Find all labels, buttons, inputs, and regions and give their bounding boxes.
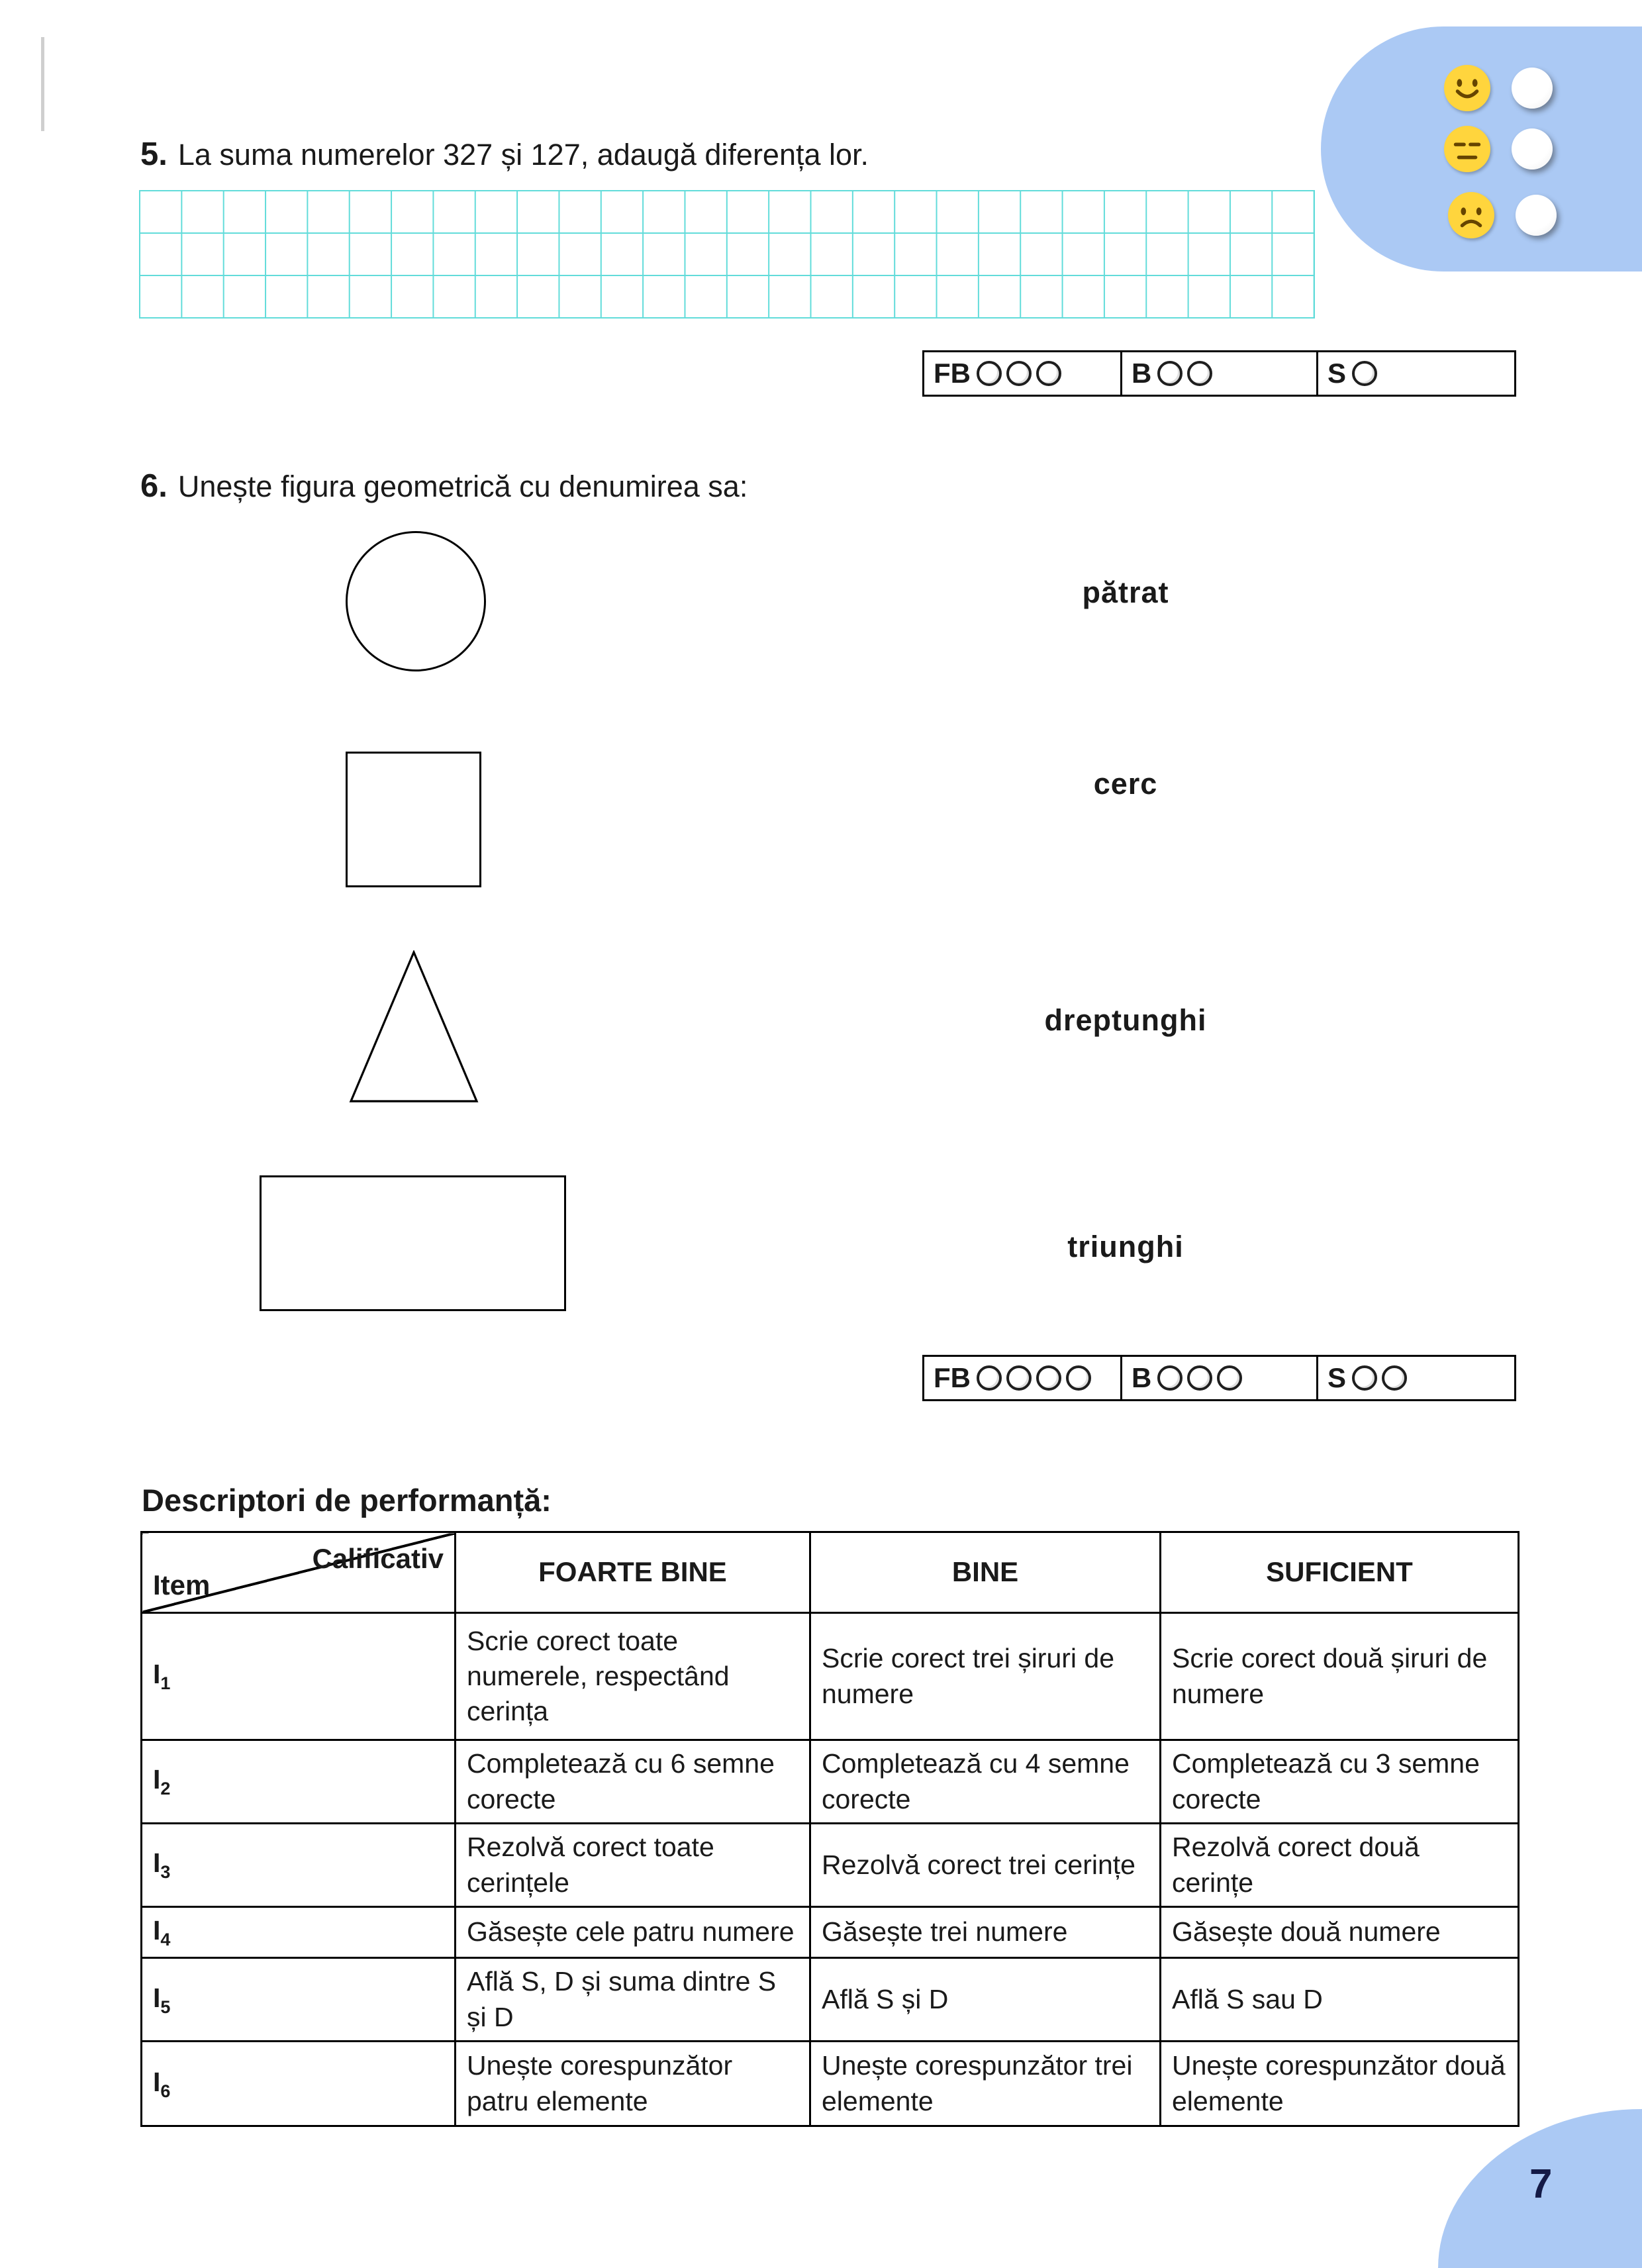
score-circle	[977, 361, 1002, 386]
score-box-item5	[922, 350, 1516, 397]
rectangle-shape	[260, 1175, 566, 1311]
score-circle	[1187, 1365, 1212, 1391]
column-header-foarte-bine: FOARTE BINE	[456, 1532, 810, 1613]
match-label-patrat: pătrat	[1082, 575, 1169, 609]
cell-suficient: Scrie corect două șiruri de numere	[1161, 1613, 1519, 1740]
assessment-row-sad	[1448, 192, 1557, 238]
score-cell-s	[1316, 1357, 1514, 1399]
score-box-item6	[922, 1355, 1516, 1401]
score-circles-fb	[977, 1365, 1091, 1391]
cell-suficient: Află S sau D	[1161, 1958, 1519, 2042]
scan-artifact-line	[41, 37, 44, 131]
corner-label-item: Item	[153, 1569, 211, 1601]
neutral-face-icon	[1444, 126, 1490, 172]
table-row	[142, 1824, 1519, 1907]
cell-suficient: Completează cu 3 semne corecte	[1161, 1740, 1519, 1824]
score-circles-b	[1157, 361, 1212, 386]
square-shape	[346, 752, 481, 887]
score-circle	[1157, 1365, 1183, 1391]
cell-foarte-bine: Află S, D și suma dintre S și D	[456, 1958, 810, 2042]
answer-circle	[1512, 68, 1553, 109]
score-label-s: S	[1328, 1362, 1347, 1393]
score-circle	[977, 1365, 1002, 1391]
triangle-shape	[349, 950, 479, 1103]
item-label: $I_2$	[142, 1740, 456, 1824]
score-circles-b	[1157, 1365, 1242, 1391]
cell-suficient: Unește corespunzător două elemente	[1161, 2042, 1519, 2126]
table-row	[142, 1907, 1519, 1958]
score-circle	[1187, 361, 1212, 386]
self-assessment-panel	[1321, 26, 1642, 271]
question-5-number: 5.	[140, 136, 168, 172]
sad-face-icon	[1448, 192, 1494, 238]
table-row	[142, 1958, 1519, 2042]
score-circle	[1006, 1365, 1032, 1391]
column-header-bine: BINE	[810, 1532, 1161, 1613]
score-circles-fb	[977, 361, 1061, 386]
cell-foarte-bine: Rezolvă corect toate cerințele	[456, 1824, 810, 1907]
score-circle	[1157, 361, 1183, 386]
corner-label-calificativ: Calificativ	[312, 1543, 444, 1574]
score-label-s: S	[1328, 358, 1347, 389]
match-label-dreptunghi: dreptunghi	[1044, 1003, 1207, 1037]
question-6-number: 6.	[140, 468, 168, 504]
score-circle	[1352, 1365, 1377, 1391]
question-5-prompt: La suma numerelor 327 și 127, adaugă diferența lor.	[177, 138, 869, 172]
page-number-blob	[1438, 2109, 1642, 2268]
writing-grid	[139, 190, 1315, 319]
score-cell-s	[1316, 352, 1514, 395]
descriptors-heading: Descriptori de performanță:	[142, 1483, 552, 1518]
cell-bine: Scrie corect trei șiruri de numere	[810, 1613, 1161, 1740]
cell-foarte-bine: Găsește cele patru numere	[456, 1907, 810, 1958]
score-circle	[1036, 361, 1061, 386]
page-number: 7	[1529, 2161, 1553, 2207]
score-label-fb: FB	[934, 358, 971, 389]
cell-bine: Rezolvă corect trei cerințe	[810, 1824, 1161, 1907]
match-label-triunghi: triunghi	[1067, 1230, 1184, 1263]
assessment-row-happy	[1444, 65, 1553, 111]
question-6-header	[140, 468, 748, 505]
table-row	[142, 1613, 1519, 1740]
score-cell-fb	[924, 1357, 1120, 1399]
cell-foarte-bine: Unește corespunzător patru elemente	[456, 2042, 810, 2126]
item-label: $I_6$	[142, 2042, 456, 2126]
score-cell-b	[1120, 1357, 1316, 1399]
score-circles-s	[1352, 1365, 1407, 1391]
score-label-b: B	[1132, 1362, 1152, 1393]
table-row	[142, 1740, 1519, 1824]
question-6-prompt: Unește figura geometrică cu denumirea sa:	[177, 469, 748, 503]
item-label: $I_5$	[142, 1958, 456, 2042]
corner-header-cell	[142, 1532, 456, 1613]
cell-suficient: Rezolvă corect două cerințe	[1161, 1824, 1519, 1907]
assessment-row-neutral	[1444, 126, 1553, 172]
score-circle	[1036, 1365, 1061, 1391]
score-cell-fb	[924, 352, 1120, 395]
circle-shape	[346, 531, 486, 671]
score-circles-s	[1352, 361, 1377, 386]
question-5-header	[140, 136, 869, 173]
cell-bine: Află S și D	[810, 1958, 1161, 2042]
cell-suficient: Găsește două numere	[1161, 1907, 1519, 1958]
item-label: $I_3$	[142, 1824, 456, 1907]
cell-bine: Completează cu 4 semne corecte	[810, 1740, 1161, 1824]
score-label-b: B	[1132, 358, 1152, 389]
score-circle	[1382, 1365, 1407, 1391]
table-row	[142, 2042, 1519, 2126]
cell-foarte-bine: Scrie corect toate numerele, respectând cerința	[456, 1613, 810, 1740]
answer-circle	[1512, 128, 1553, 170]
cell-foarte-bine: Completează cu 6 semne corecte	[456, 1740, 810, 1824]
score-cell-b	[1120, 352, 1316, 395]
score-circle	[1352, 361, 1377, 386]
score-label-fb: FB	[934, 1362, 971, 1393]
answer-circle	[1516, 195, 1557, 236]
score-circle	[1217, 1365, 1242, 1391]
descriptors-table	[140, 1531, 1520, 2127]
item-label: $I_1$	[142, 1613, 456, 1740]
table-header-row	[142, 1532, 1519, 1613]
cell-bine: Găsește trei numere	[810, 1907, 1161, 1958]
item-label: $I_4$	[142, 1907, 456, 1958]
cell-bine: Unește corespunzător trei elemente	[810, 2042, 1161, 2126]
score-circle	[1066, 1365, 1091, 1391]
column-header-suficient: SUFICIENT	[1161, 1532, 1519, 1613]
happy-face-icon	[1444, 65, 1490, 111]
score-circle	[1006, 361, 1032, 386]
match-label-cerc: cerc	[1093, 767, 1158, 801]
